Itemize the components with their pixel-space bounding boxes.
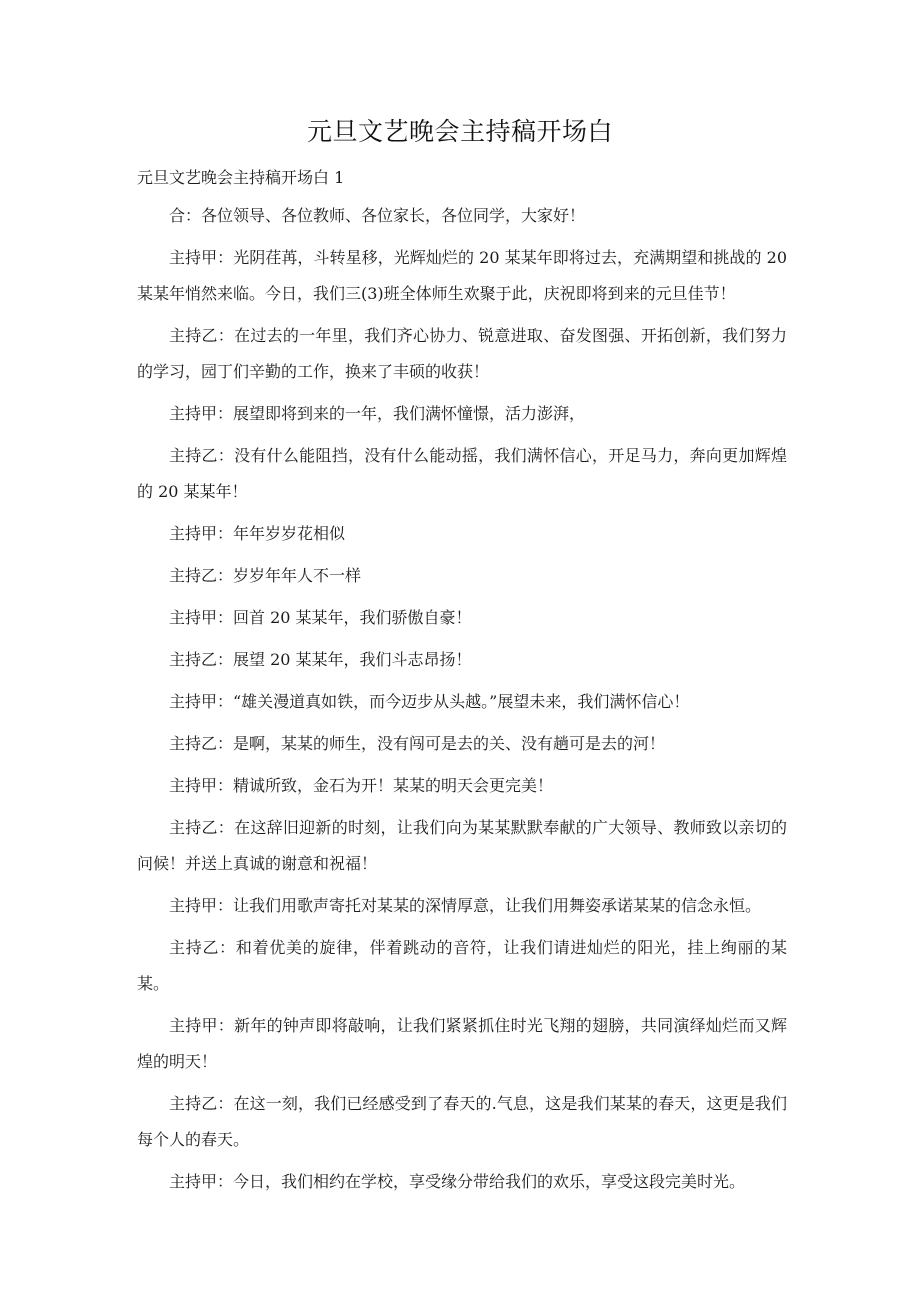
paragraph: 主持甲：“雄关漫道真如铁，而今迈步从头越。”展望未来，我们满怀信心！ [169,692,690,711]
document-title: 元旦文艺晚会主持稿开场白 [306,117,613,146]
paragraph: 主持甲：回首 20 某某年，我们骄傲自豪！ [169,608,472,627]
paragraph: 主持乙：岁岁年年人不一样 [169,566,362,585]
document-body [137,198,787,1206]
paragraph: 主持乙：没有什么能阻挡，没有什么能动摇，我们满怀信心，开足马力，奔向更加辉煌的 20 某某年！ [137,446,787,501]
paragraph: 主持甲：新年的钟声即将敲响，让我们紧紧抓住时光飞翔的翅膀，共同演绎灿烂而又辉煌的明天！ [137,1016,787,1071]
paragraph: 主持乙：和着优美的旋律，伴着跳动的音符，让我们请进灿烂的阳光，挂上绚丽的某某。 [137,938,787,993]
paragraph: 主持乙：展望 20 某某年，我们斗志昂扬！ [169,650,472,669]
paragraph: 合：各位领导、各位教师、各位家长，各位同学，大家好！ [169,206,586,225]
paragraph: 主持乙：在这辞旧迎新的时刻，让我们向为某某默默奉献的广大领导、教师致以亲切的问候！并送上真诚的谢意和祝福！ [137,818,787,873]
paragraph: 主持甲：展望即将到来的一年，我们满怀憧憬，活力澎湃， [169,404,586,423]
paragraph: 主持甲：光阴荏苒，斗转星移，光辉灿烂的 20 某某年即将过去，充满期望和挑战的 20 某某年悄然来临。今日，我们三(3)班全体师生欢聚于此，庆祝即将到来的元旦佳节！ [137,248,787,303]
document-subtitle: 元旦文艺晚会主持稿开场白 1 [137,168,345,187]
paragraph: 主持乙：是啊，某某的师生，没有闯可是去的关、没有趟可是去的河！ [169,734,666,753]
paragraph: 主持甲：让我们用歌声寄托对某某的深情厚意，让我们用舞姿承诺某某的信念永恒。 [169,896,762,915]
paragraph: 主持甲：精诚所致，金石为开！某某的明天会更完美！ [169,776,554,795]
paragraph: 主持甲：今日，我们相约在学校，享受缘分带给我们的欢乐，享受这段完美时光。 [169,1172,746,1191]
paragraph: 主持甲：年年岁岁花相似 [169,524,346,543]
paragraph: 主持乙：在这一刻，我们已经感受到了春天的.气息，这是我们某某的春天，这更是我们每个人的春天。 [137,1094,787,1149]
paragraph: 主持乙：在过去的一年里，我们齐心协力、锐意进取、奋发图强、开拓创新，我们努力的学习，园丁们辛勤的工作，换来了丰硕的收获！ [137,326,787,381]
